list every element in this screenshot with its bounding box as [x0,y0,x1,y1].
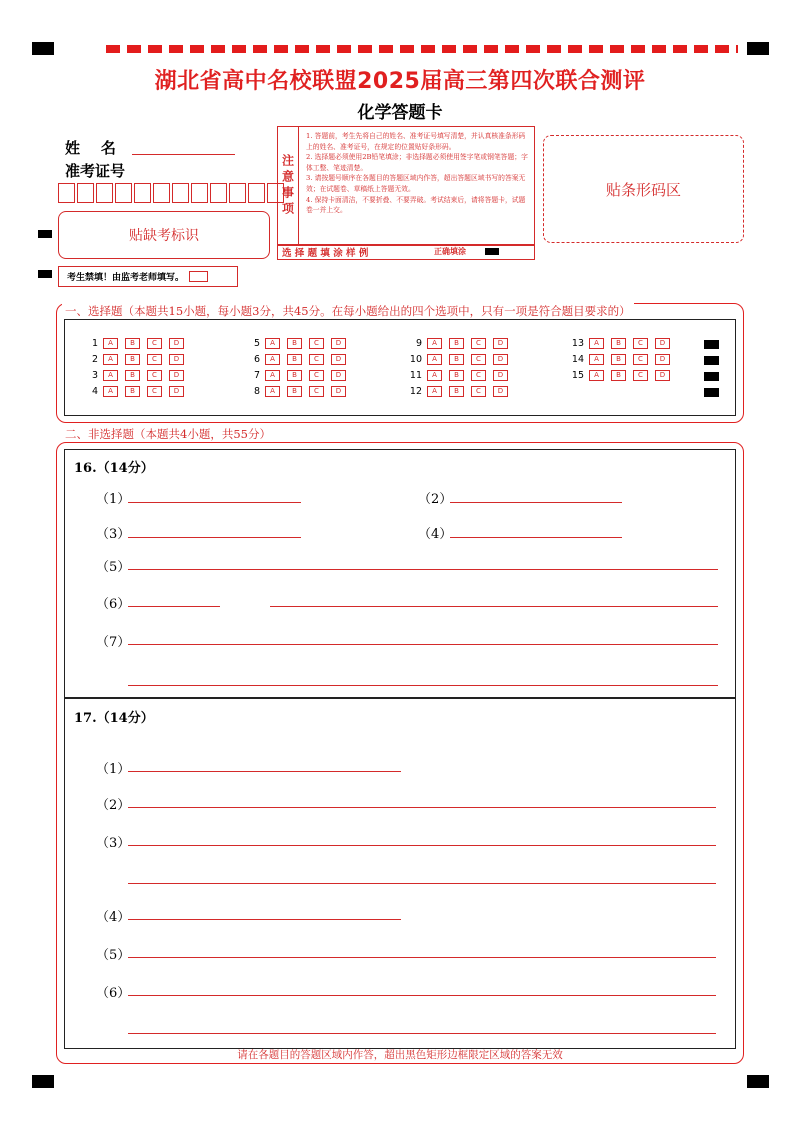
mcq-option-bubble[interactable]: C [147,370,162,381]
q17-box [64,697,736,1049]
id-digit-box[interactable] [172,183,189,203]
mcq-option-bubble[interactable]: A [103,354,118,365]
top-dash-strip [106,45,738,53]
answer-line[interactable] [128,644,718,645]
mcq-option-bubble[interactable]: A [427,354,442,365]
mcq-row-mark [704,372,719,381]
mcq-option-bubble[interactable]: D [493,338,508,349]
answer-line[interactable] [128,995,716,996]
id-digit-box[interactable] [115,183,132,203]
q17-part: （6） [96,986,131,1001]
mcq-option-bubble[interactable]: D [331,386,346,397]
mcq-option-bubble[interactable]: B [449,370,464,381]
mcq-option-bubble[interactable]: C [309,338,324,349]
mcq-option-bubble[interactable]: D [655,370,670,381]
answer-line[interactable] [128,685,718,686]
mcq-option-bubble[interactable]: B [287,370,302,381]
mcq-option-bubble[interactable]: C [147,338,162,349]
mcq-option-bubble[interactable]: D [331,370,346,381]
q17-part: （2） [96,798,131,813]
mcq-option-bubble[interactable]: B [125,338,140,349]
mcq-option-bubble[interactable]: A [265,370,280,381]
notice-item: 3. 请按题号顺序在各题目的答题区域内作答，超出答题区域书写的答案无效；在试题卷、草稿纸上答题无效。 [306,174,526,193]
mcq-option-bubble[interactable]: A [427,370,442,381]
mcq-option-bubble[interactable]: B [449,354,464,365]
footer-note: 请在各题目的答题区域内作答，超出黑色矩形边框限定区域的答案无效 [237,1049,563,1061]
id-digit-box[interactable] [58,183,75,203]
side-mark [38,270,52,278]
missing-exam-label: 贴缺考标识 [129,228,199,244]
fill-sample-bar [277,244,535,260]
mcq-option-bubble[interactable]: A [103,386,118,397]
correct-fill-label: 正确填涂 [434,247,466,256]
mcq-question-number: 9 [415,338,422,349]
mcq-option-bubble[interactable]: A [103,370,118,381]
mcq-question-number: 14 [571,354,584,365]
corner-mark-bottom-right [747,1075,769,1088]
q17-label: 17.（14分） [74,711,154,726]
id-boxes[interactable] [58,183,284,203]
mcq-row-mark [704,340,719,349]
notice-side-label: 注意事项 [278,127,299,245]
mcq-question-number: 15 [571,370,584,381]
mcq-question-number: 12 [409,386,422,397]
mcq-row-mark [704,388,719,397]
answer-line[interactable] [128,919,401,920]
mcq-option-bubble[interactable]: B [125,370,140,381]
q17-part: （4） [96,910,131,925]
mcq-option-bubble[interactable]: C [147,354,162,365]
mcq-option-bubble[interactable]: B [449,386,464,397]
mcq-option-bubble[interactable]: C [633,354,648,365]
mcq-question-number: 13 [571,338,584,349]
mcq-question [78,354,191,365]
mcq-question [240,354,353,365]
q17-part: （1） [96,762,131,777]
mcq-question [402,338,515,349]
mcq-question [402,386,515,397]
mcq-option-bubble[interactable]: C [633,338,648,349]
q16-label: 16.（14分） [74,461,154,476]
mcq-option-bubble[interactable]: C [471,338,486,349]
id-digit-box[interactable] [77,183,94,203]
q17-part: （5） [96,948,131,963]
mcq-option-bubble[interactable]: B [611,338,626,349]
answer-line[interactable] [128,537,301,538]
mcq-option-bubble[interactable]: B [449,338,464,349]
notice-item: 1. 答题前，考生先将自己的姓名、准考证号填写清楚，并认真核准条形码上的姓名、准考证号，在规定的位置贴好条形码。 [306,132,526,151]
absent-note-box [58,266,238,287]
mcq-option-bubble[interactable]: A [427,338,442,349]
mcq-question [402,370,515,381]
mcq-option-bubble[interactable]: B [125,354,140,365]
mcq-question [78,370,191,381]
mcq-option-bubble[interactable]: B [287,386,302,397]
q16-part: （1） [96,492,131,507]
mcq-option-bubble[interactable]: D [493,370,508,381]
id-digit-box[interactable] [134,183,151,203]
name-label: 姓 名 [65,139,116,157]
mcq-question-number: 11 [409,370,422,381]
mcq-option-bubble[interactable]: A [103,338,118,349]
mcq-question [564,354,677,365]
answer-line[interactable] [128,845,716,846]
corner-mark-bottom-left [32,1075,54,1088]
mcq-option-bubble[interactable]: D [169,370,184,381]
id-digit-box[interactable] [96,183,113,203]
answer-line[interactable] [450,502,622,503]
mcq-question-number: 4 [91,386,98,397]
answer-line[interactable] [128,606,220,607]
mcq-option-bubble[interactable]: A [265,386,280,397]
mcq-question-number: 2 [91,354,98,365]
mcq-option-bubble[interactable]: A [265,338,280,349]
answer-line[interactable] [128,883,716,884]
corner-mark-top-right [747,42,769,55]
mcq-option-bubble[interactable]: B [287,338,302,349]
mcq-row-mark [704,356,719,365]
answer-line[interactable] [128,771,401,772]
mcq-question-number: 6 [253,354,260,365]
mcq-option-bubble[interactable]: A [589,354,604,365]
q16-part: （6） [96,597,131,612]
answer-line[interactable] [450,537,622,538]
mcq-option-bubble[interactable]: B [125,386,140,397]
barcode-label: 贴条形码区 [605,180,681,199]
mcq-option-bubble[interactable]: C [309,354,324,365]
mcq-option-bubble[interactable]: A [589,338,604,349]
mcq-question [564,338,677,349]
mcq-option-bubble[interactable]: B [611,354,626,365]
id-digit-box[interactable] [248,183,265,203]
mcq-question-number: 1 [91,338,98,349]
mcq-heading: 一、选择题（本题共15小题，每小题3分，共45分。在每小题给出的四个选项中，只有一项是符合题目要求的） [62,303,634,319]
q16-part: （3） [96,527,131,542]
answer-line[interactable] [270,606,718,607]
mcq-question-number: 7 [253,370,260,381]
q16-part: （7） [96,635,131,650]
mcq-question-number: 8 [253,386,260,397]
answer-line[interactable] [128,807,716,808]
side-mark [38,230,52,238]
mcq-option-bubble[interactable]: D [331,338,346,349]
answer-line[interactable] [128,957,716,958]
notice-box [277,126,535,246]
mcq-option-bubble[interactable]: D [331,354,346,365]
mcq-option-bubble[interactable]: A [589,370,604,381]
id-digit-box[interactable] [191,183,208,203]
mcq-question [78,386,191,397]
mcq-option-bubble[interactable]: C [471,354,486,365]
free-heading: 二、非选择题（本题共4小题，共55分） [62,426,274,442]
page-subtitle: 化学答题卡 [357,103,443,123]
q16-part: （2） [418,492,453,507]
mcq-option-bubble[interactable]: C [471,370,486,381]
mcq-option-bubble[interactable]: C [309,370,324,381]
absent-note: 考生禁填！由监考老师填写。 [67,273,185,283]
mcq-option-bubble[interactable]: A [427,386,442,397]
page-title: 湖北省高中名校联盟2025届高三第四次联合测评 [154,69,646,94]
mcq-question [402,354,515,365]
notice-item: 4. 保持卡面清洁，不要折叠、不要弄破。考试结束后，请将答题卡，试题卷一并上交。 [306,195,526,215]
answer-line[interactable] [128,569,718,570]
mcq-question [240,370,353,381]
mcq-option-bubble[interactable]: C [471,386,486,397]
mcq-question [564,370,677,381]
mcq-option-bubble[interactable]: D [493,354,508,365]
name-field[interactable] [132,137,235,155]
q16-box [64,449,736,699]
id-digit-box[interactable] [153,183,170,203]
mcq-option-bubble[interactable]: D [655,338,670,349]
mcq-question [78,338,191,349]
mcq-grid [64,319,736,416]
answer-line[interactable] [128,502,301,503]
correct-fill-example [485,248,499,255]
mcq-option-bubble[interactable]: D [493,386,508,397]
missing-exam-area [58,211,270,259]
q16-part: （5） [96,560,131,575]
id-digit-box[interactable] [229,183,246,203]
q16-part: （4） [418,527,453,542]
mcq-option-bubble[interactable]: D [169,386,184,397]
mcq-option-bubble[interactable]: B [611,370,626,381]
mcq-option-bubble[interactable]: C [633,370,648,381]
mcq-question [240,386,353,397]
mcq-question [240,338,353,349]
answer-line[interactable] [128,1033,716,1034]
sample-label: 选 择 题 填 涂 样 例 [282,248,369,259]
q17-part: （3） [96,836,131,851]
mcq-option-bubble[interactable]: C [147,386,162,397]
mcq-question-number: 5 [253,338,260,349]
notice-item: 2. 选择题必须使用2B铅笔填涂；非选择题必须使用签字笔或钢笔答题；字体工整、笔迹清楚。 [306,153,528,172]
id-label: 准考证号 [65,162,126,180]
mcq-option-bubble[interactable]: B [287,354,302,365]
mcq-option-bubble[interactable]: C [309,386,324,397]
mcq-question-number: 3 [91,370,98,381]
barcode-area [543,135,744,243]
absent-checkbox[interactable] [189,271,208,282]
mcq-option-bubble[interactable]: D [655,354,670,365]
mcq-option-bubble[interactable]: D [169,354,184,365]
mcq-question-number: 10 [409,354,422,365]
mcq-option-bubble[interactable]: D [169,338,184,349]
corner-mark-top-left [32,42,54,55]
mcq-option-bubble[interactable]: A [265,354,280,365]
id-digit-box[interactable] [210,183,227,203]
